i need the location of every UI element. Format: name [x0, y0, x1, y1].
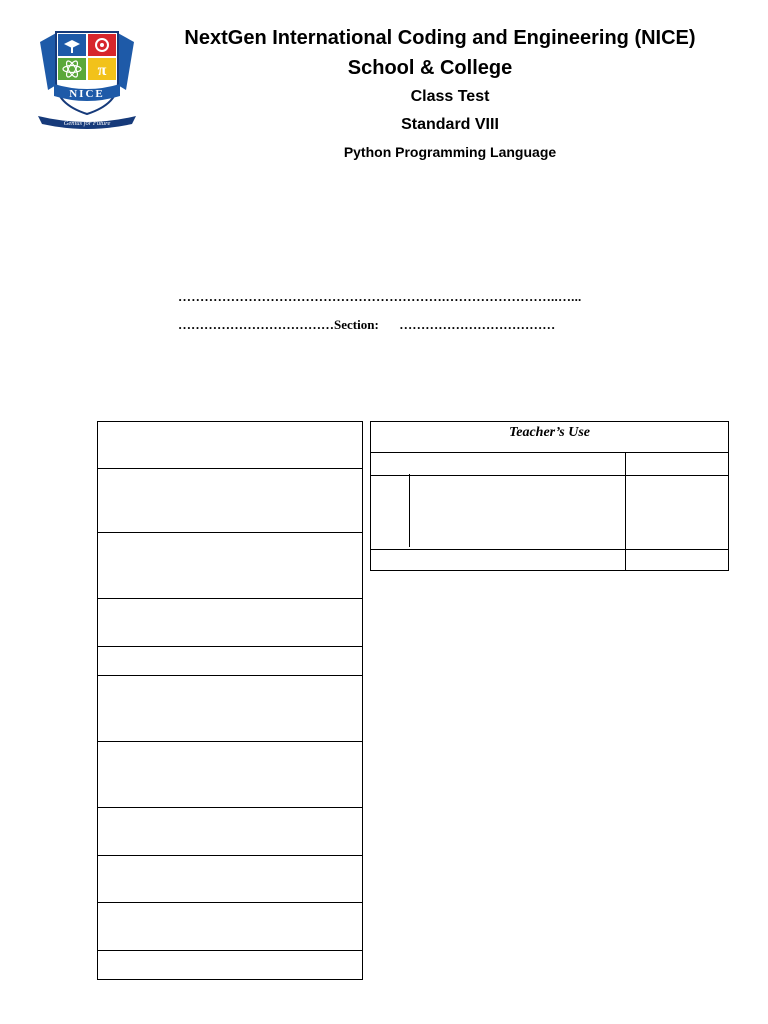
- table-row: [98, 676, 362, 742]
- standard-label: Standard VIII: [401, 116, 499, 133]
- section-label: ………………………………Section:: [178, 317, 379, 332]
- logo-motto: Genius for Future: [63, 120, 111, 127]
- table-row: [98, 647, 362, 676]
- table-row: [98, 951, 362, 980]
- column-divider: [625, 452, 626, 570]
- table-row: [371, 452, 728, 476]
- inner-divider: [409, 474, 410, 547]
- table-row: [98, 599, 362, 647]
- pi-symbol: π: [97, 62, 107, 79]
- table-row: [98, 422, 362, 469]
- teachers-use-title: Teacher’s Use: [371, 422, 728, 453]
- table-row: [98, 856, 362, 903]
- section-dots: ………………………………: [399, 317, 556, 332]
- teachers-use-table: [370, 421, 729, 571]
- table-row: [98, 742, 362, 808]
- school-name: NextGen International Coding and Engineering (NICE): [184, 27, 696, 49]
- subject-label: Python Programming Language: [343, 144, 557, 160]
- table-row: [98, 903, 362, 951]
- table-row: [98, 533, 362, 599]
- table-row: [98, 469, 362, 533]
- student-info-table: [97, 421, 363, 980]
- table-row: [371, 476, 728, 550]
- logo-text: NICE: [69, 88, 105, 100]
- student-name-line: …………………………………………………….……………………..…...: [178, 289, 582, 304]
- school-subtitle: School & College: [347, 57, 513, 79]
- school-logo: [34, 24, 140, 134]
- exam-title: Class Test: [410, 88, 490, 105]
- table-row: [98, 808, 362, 856]
- section-line: [178, 317, 555, 333]
